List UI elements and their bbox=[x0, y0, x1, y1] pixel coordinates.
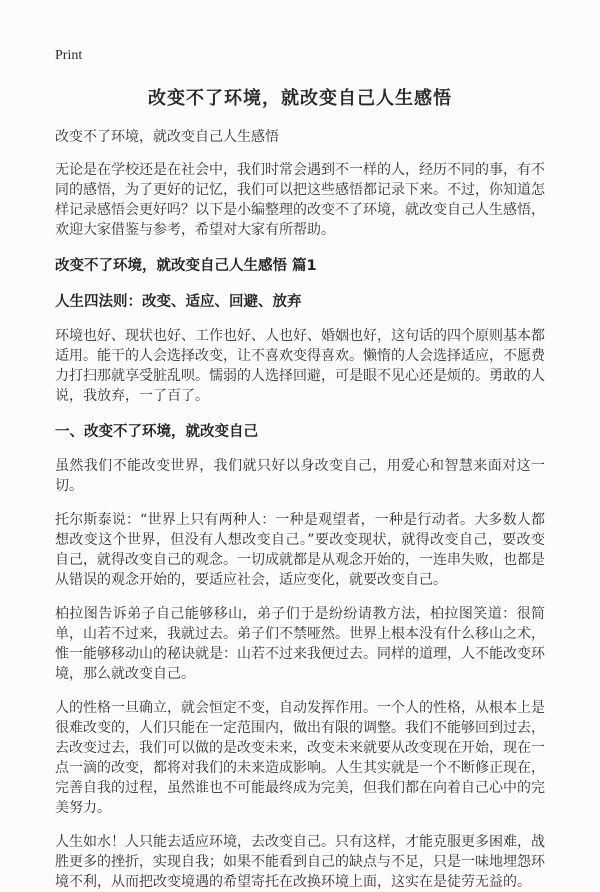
change-world-paragraph: 虽然我们不能改变世界，我们就只好以身改变自己，用爱心和智慧来面对这一切。 bbox=[55, 458, 545, 494]
section-1-heading: 改变不了环境，就改变自己人生感悟 篇1 bbox=[55, 258, 317, 274]
life-as-water-paragraph: 人生如水！人只能去适应环境，去改变自己。只有这样，才能克服更多困难，战胜更多的挫折，实现自我；如果不能看到自己的缺点与不足，只是一味地埋怨环境不利，从而把改变境遇的希望寄托在改换环境上面，这实在是徒劳无益的。 bbox=[55, 834, 545, 890]
four-rules-paragraph: 环境也好、现状也好、工作也好、人也好、婚姻也好，这句话的四个原则基本都适用。能干的人会选择改变，让不喜欢变得喜欢。懒惰的人会选择适应，不愿费力打扫那就享受脏乱呗。懦弱的人选择回避，可是眼不见心还是烦的。勇敢的人说，我放弃，一了百了。 bbox=[55, 328, 545, 404]
character-paragraph: 人的性格一旦确立，就会恒定不变，自动发挥作用。一个人的性格，从根本上是很难改变的，人们只能在一定范围内，做出有限的调整。我们不能够回到过去，去改变过去，我们可以做的是改变未来，改变未来就要从改变现在开始，现在一点一滴的改变，都将对我们的未来造成影响。人生其实就是一个不断修正现在，完善自我的过程，虽然谁也不可能最终成为完美，但我们都在向着自己心中的完美努力。 bbox=[55, 700, 545, 816]
subsection-1-heading: 一、改变不了环境，就改变自己 bbox=[55, 424, 258, 440]
intro-paragraph: 无论是在学校还是在社会中，我们时常会遇到不一样的人，经历不同的事，有不同的感悟，为了更好的记忆，我们可以把这些感悟都记录下来。不过，你知道怎样记录感悟会更好吗？以下是小编整理的改变不了环境，就改变自己人生感悟，欢迎大家借鉴与参考，希望对大家有所帮助。 bbox=[55, 162, 545, 238]
plato-paragraph: 柏拉图告诉弟子自己能够移山，弟子们于是纷纷请教方法，柏拉图笑道：很简单，山若不过来，我就过去。弟子们不禁哑然。世界上根本没有什么移山之术，惟一能够移动山的秘诀就是：山若不过来我便过去。同样的道理，人不能改变环境，那么就改变自己。 bbox=[55, 606, 545, 682]
page-title: 改变不了环境，就改变自己人生感悟 bbox=[148, 88, 452, 109]
tolstoy-paragraph: 托尔斯泰说：“世界上只有两种人：一种是观望者，一种是行动者。大多数人都想改变这个世界，但没有人想改变自己。”要改变现状，就得改变自己，要改变自己，就得改变自己的观念。一切成就都是从观念开始的，一连串失败，也都是从错误的观念开始的，要适应社会，适应变化，就要改变自己。 bbox=[55, 512, 545, 588]
doc-subtitle: 改变不了环境，就改变自己人生感悟 bbox=[55, 129, 279, 145]
print-link[interactable]: Print bbox=[55, 48, 83, 63]
four-rules-heading: 人生四法则：改变、适应、回避、放弃 bbox=[55, 294, 302, 310]
